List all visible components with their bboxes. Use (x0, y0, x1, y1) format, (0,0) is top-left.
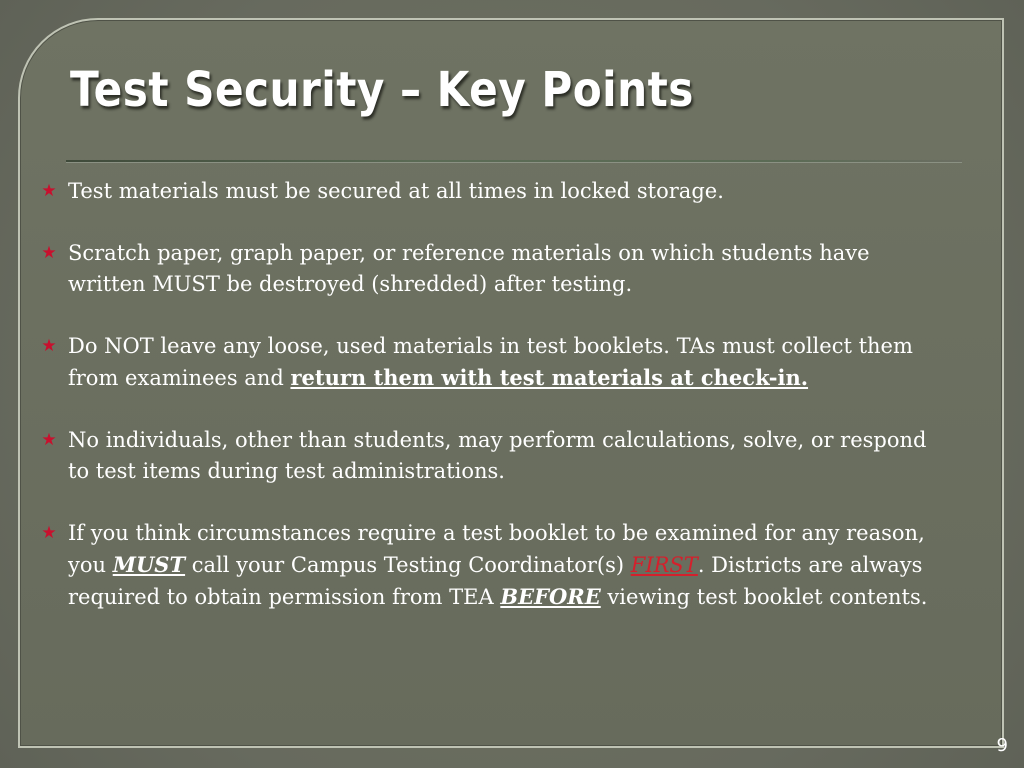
first-emphasis: FIRST (630, 553, 698, 577)
red-star-icon: ★ (41, 181, 57, 201)
red-star-icon: ★ (41, 336, 57, 356)
before-emphasis: BEFORE (500, 584, 601, 609)
bullet-list (38, 176, 938, 644)
bullet-item (38, 331, 938, 394)
bullet-item (38, 176, 938, 207)
bullet-text: call your Campus Testing Coordinator(s) (185, 553, 631, 577)
bullet-text: Do NOT leave any loose, used materials in test booklets. TAs must collect them from examinees and (68, 334, 913, 390)
red-star-icon: ★ (41, 523, 57, 543)
red-star-icon: ★ (41, 430, 57, 450)
bullet-text: No individuals, other than students, may perform calculations, solve, or respond to test items during test administrations. (68, 428, 927, 483)
bullet-text: Scratch paper, graph paper, or reference materials on which students have written MUST be destroyed (shredded) after testing. (68, 241, 870, 296)
bullet-item (38, 425, 938, 487)
bullet-text: If you think circumstances require a test booklet to be examined for any reason, you (68, 521, 925, 577)
red-star-icon: ★ (41, 243, 57, 263)
bullet-item (38, 238, 938, 300)
bullet-text: Test materials must be secured at all times in locked storage. (68, 179, 724, 203)
bullet-emphasis: return them with test materials at check-in. (290, 365, 809, 390)
slide-title: Test Security – Key Points (70, 62, 694, 118)
must-emphasis: MUST (112, 552, 186, 577)
title-divider (66, 160, 962, 162)
bullet-text: viewing test booklet contents. (600, 585, 928, 609)
bullet-text: . Districts are always required to obtain permission from TEA (68, 553, 923, 609)
page-number: 9 (996, 735, 1008, 756)
bullet-item (38, 518, 938, 613)
